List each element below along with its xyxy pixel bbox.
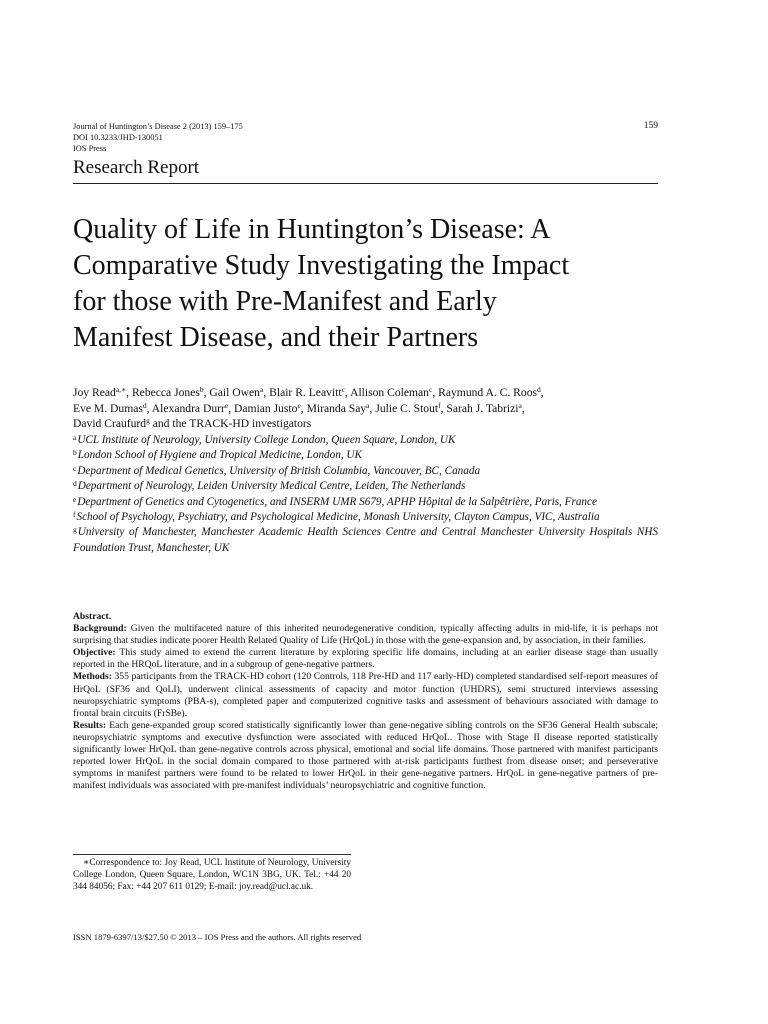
affiliation-superscript: e xyxy=(224,400,229,410)
author-name: Julie C. Stout xyxy=(375,401,439,415)
affiliation xyxy=(73,479,658,494)
author-name: Miranda Say xyxy=(306,401,367,415)
author-line xyxy=(73,385,663,401)
affiliation-text: London School of Hygiene and Tropical Medicine, London, UK xyxy=(77,449,362,462)
section-label: Methods: xyxy=(73,671,112,683)
affiliation-mark: e xyxy=(73,494,77,504)
affiliation-superscript: a xyxy=(366,400,370,410)
abstract-objective xyxy=(73,647,658,671)
author-separator: , xyxy=(369,401,376,415)
abstract-background xyxy=(73,623,658,647)
author-list xyxy=(73,385,663,432)
article-title xyxy=(73,212,658,356)
author-name: Gail Owen xyxy=(209,386,260,399)
author-name: Raymund A. C. Roos xyxy=(438,386,538,399)
affiliation-mark: f xyxy=(73,510,76,520)
affiliation-list xyxy=(73,433,658,556)
affiliation xyxy=(73,464,658,479)
header-rule xyxy=(73,183,658,184)
section-text: This study aimed to extend the current literature by exploring specific life domains, including at an earlier disease stage than usually reported in the HRQoL literature, and in a subgroup of gene-negative partners. xyxy=(73,647,658,671)
page-number: 159 xyxy=(643,121,658,131)
article-page xyxy=(73,0,658,1024)
affiliation-superscript: a,∗ xyxy=(115,385,127,394)
author-name: Alexandra Durr xyxy=(151,401,225,415)
section-label: Background: xyxy=(73,623,127,635)
affiliation-text: University of Manchester, Manchester Academic Health Sciences Centre and Central Manchester University Hospitals NHS Foundation Trust, Manchester, UK xyxy=(73,526,658,554)
affiliation xyxy=(73,495,658,510)
affiliation xyxy=(73,525,658,556)
affiliation-text: Department of Medical Genetics, University of British Columbia, Vancouver, BC, Canada xyxy=(77,464,481,477)
affiliation-text: School of Psychology, Psychiatry, and Psychological Medicine, Monash University, Clayton Campus, VIC, Australia xyxy=(76,511,600,524)
correspondence-footnote: ∗Correspondence to: Joy Read, UCL Institute of Neurology, University College London, Queen Square, London, WC1N 3BG, UK. Tel.: +44 20 344 84056; Fax: +44 207 611 0129; E-mail: joy.read@ucl.ac.uk. xyxy=(73,858,351,893)
affiliation-mark: b xyxy=(73,448,77,458)
affiliation-superscript: c xyxy=(341,385,345,394)
affiliation-superscript: e xyxy=(297,400,301,410)
title-line: Manifest Disease, and their Partners xyxy=(73,322,479,353)
author-separator: , xyxy=(228,401,235,415)
title-line: Quality of Life in Huntington’s Disease: A xyxy=(73,214,551,245)
footnote-rule xyxy=(73,854,351,855)
affiliation-mark: c xyxy=(73,463,77,473)
author-line xyxy=(73,416,663,432)
title-line: for those with Pre-Manifest and Early xyxy=(73,286,497,317)
affiliation-superscript: d xyxy=(537,385,541,394)
author-name: Allison Coleman xyxy=(350,386,429,399)
abstract-results xyxy=(73,720,658,793)
author-separator: , xyxy=(440,401,447,415)
affiliation-text: UCL Institute of Neurology, University College London, Queen Square, London, UK xyxy=(77,434,456,446)
author-name: Sarah J. Tabrizi xyxy=(446,401,519,415)
section-text: Each gene-expanded group scored statistically significantly lower than gene-negative sibling controls on the SF36 General Health subscale; neuropsychiatric symptoms and executive dysfunction were associated with reduced HrQoL. Those with Stage II disease reported statistically significantly lower HrQoL than gene-negative controls across physical, emotional and social life domains. Those partnered with manifest participants reported lower HrQoL in the social domain compared to those partnered with at-risk participants furthest from disease onset; and perseverative symptoms in manifest partners were found to be related to lower HrQoL in their gene-negative partners. HrQoL in gene-negative partners of pre-manifest individuals was associated with pre-manifest individuals’ neuropsychiatric and cognitive function. xyxy=(73,719,658,792)
title-line: Comparative Study Investigating the Impact xyxy=(73,250,570,281)
author-separator: , xyxy=(300,401,307,415)
author-separator: , xyxy=(540,386,544,399)
section-text: Given the multifaceted nature of this inherited neurodegenerative condition, typically affecting adults in mid-life, it is perhaps not surprising that studies indicate poorer Health Related Quality of Life (HrQoL) in those with the gene-expansion and, by association, in their families. xyxy=(73,623,658,647)
publisher: IOS Press xyxy=(73,144,107,153)
author-separator: , xyxy=(432,386,439,399)
affiliation-superscript: f xyxy=(438,400,441,410)
author-separator: , xyxy=(344,386,351,399)
affiliation-superscript: c xyxy=(428,385,433,394)
section-label: Results: xyxy=(73,719,107,731)
author-separator: , xyxy=(126,386,132,399)
author-separator: , xyxy=(203,386,210,399)
affiliation-text: Department of Neurology, Leiden University Medical Centre, Leiden, The Netherlands xyxy=(77,480,466,493)
journal-header xyxy=(73,121,658,154)
section-text: 355 participants from the TRACK-HD cohort (120 Controls, 118 Pre-HD and 117 early-HD) completed standardised self-report measures of HrQoL (SF36 and QoLI), underwent clinical assessments of capacity and motor function (UHDRS), semi structured interviews assessing neuropsychiatric symptoms (PBA-s), completed paper and computerized cognitive tasks and assessment of behaviours associated with damage to frontal brain circuits (FrSBe). xyxy=(73,671,658,719)
author-name: Joy Read xyxy=(73,386,116,399)
affiliation xyxy=(73,433,658,448)
journal-citation: Journal of Huntington’s Disease 2 (2013) 159–175 xyxy=(73,122,243,131)
affiliation-superscript: g xyxy=(146,416,150,426)
author-name: Rebecca Jones xyxy=(131,386,200,399)
affiliation-text: Department of Genetics and Cytogenetics, and INSERM UMR S679, APHP Hôpital de la Salpêtrière, Paris, France xyxy=(77,495,597,508)
affiliation-mark: g xyxy=(73,525,77,535)
affiliation-superscript: a xyxy=(518,400,522,410)
affiliation-superscript: a xyxy=(259,385,264,394)
affiliation-superscript: d xyxy=(142,400,147,410)
author-separator: and the TRACK-HD investigators xyxy=(149,417,312,431)
affiliation xyxy=(73,510,658,525)
abstract-heading xyxy=(73,611,658,623)
author-separator: , xyxy=(263,386,270,399)
author-name: Eve M. Dumas xyxy=(73,401,143,415)
article-type-label: Research Report xyxy=(73,157,200,178)
copyright-line: ISSN 1879-6397/13/$27.50 © 2013 – IOS Press and the authors. All rights reserved xyxy=(73,932,362,942)
author-name: Blair R. Leavitt xyxy=(269,386,342,399)
affiliation-mark: a xyxy=(73,433,77,442)
doi[interactable]: DOI 10.3233/JHD-130051 xyxy=(73,133,163,142)
section-label: Objective: xyxy=(73,647,116,659)
abstract-heading-text: Abstract. xyxy=(73,611,112,622)
author-separator: , xyxy=(521,401,525,415)
affiliation-mark: d xyxy=(73,479,77,489)
author-line xyxy=(73,401,663,417)
author-separator: , xyxy=(146,401,152,415)
author-name: David Craufurd xyxy=(73,417,147,431)
abstract xyxy=(73,611,658,792)
abstract-methods xyxy=(73,671,658,719)
affiliation-superscript: b xyxy=(199,385,204,394)
author-name: Damian Justo xyxy=(234,401,298,415)
affiliation xyxy=(73,448,658,463)
